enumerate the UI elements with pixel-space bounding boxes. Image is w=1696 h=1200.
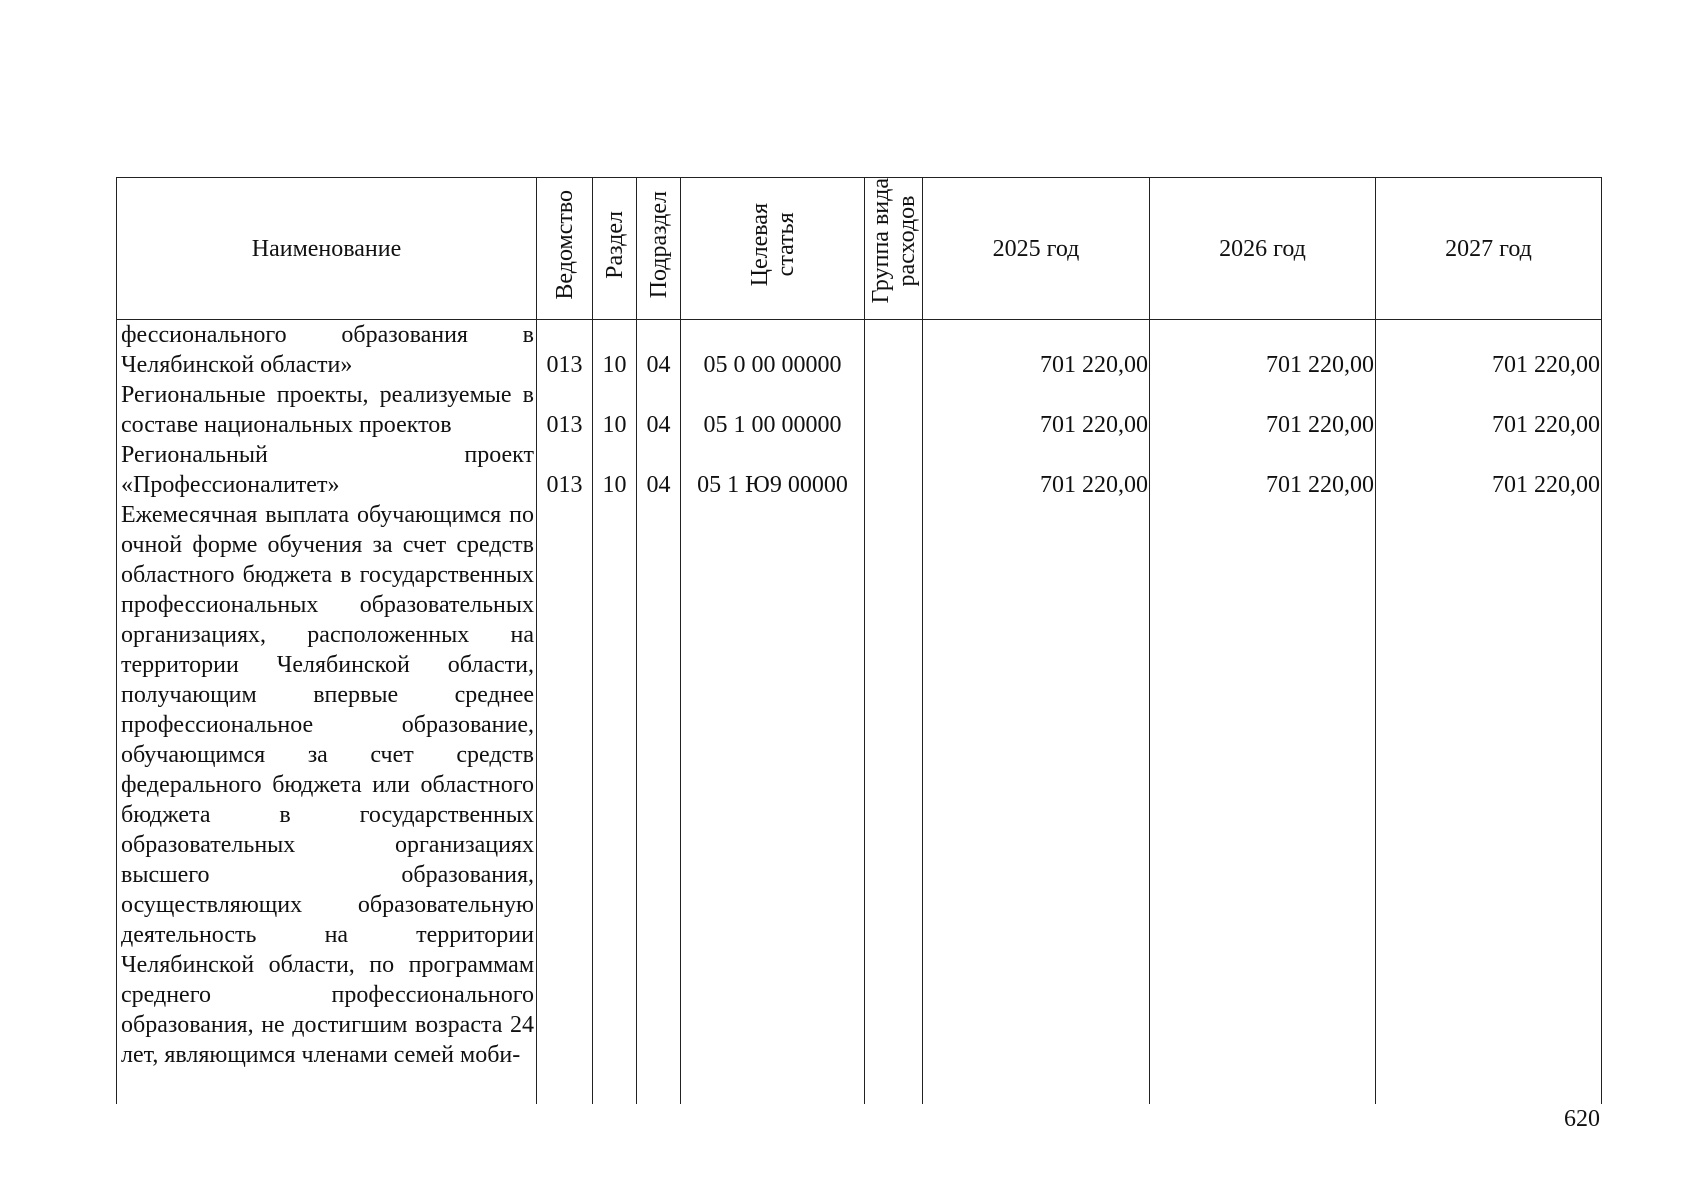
row-target-article: 05 0 00 00000 [681,320,865,381]
header-year-2026: 2026 год [1150,178,1376,320]
row-target-article: 05 1 00 00000 [681,380,865,440]
header-section-label: Раздел [601,210,628,279]
header-target-article [681,178,865,320]
row-value-2025: 701 220,00 [923,320,1150,381]
row-subsection: 04 [637,440,681,500]
row-expense-group [865,320,923,381]
row-value-2025: 701 220,00 [923,380,1150,440]
row-value-2027 [1376,500,1602,1104]
row-department: 013 [537,380,593,440]
row-value-2025: 701 220,00 [923,440,1150,500]
row-value-2026: 701 220,00 [1150,320,1376,381]
row-subsection: 04 [637,380,681,440]
header-year-2027: 2027 год [1376,178,1602,320]
budget-table [116,177,1602,1104]
row-value-2027: 701 220,00 [1376,320,1602,381]
table-header-row [117,178,1602,320]
row-value-2026 [1150,500,1376,1104]
row-name: Региональный проект «Профессионалитет» [117,440,537,500]
row-section: 10 [593,380,637,440]
table-row [117,440,1602,500]
header-department-label: Ведомство [551,189,578,300]
row-department [537,500,593,1104]
row-value-2027: 701 220,00 [1376,380,1602,440]
header-expense-group-line1: Группа вида [867,178,894,304]
row-subsection: 04 [637,320,681,381]
table-row [117,380,1602,440]
header-name: Наименование [117,178,537,320]
row-department: 013 [537,320,593,381]
page-number: 620 [1564,1106,1600,1132]
row-name: Ежемесячная выплата обучающимся по очной форме обучения за счет средств областного бюджета в государственных профессиональных образовательных организациях, расположенных на территории Челябинской области, получающим впервые среднее профессиональное образование, обучающимся за счет средств федерального бюджета или областного бюджета в государственных образовательных организациях высшего образования, осуществляющих образовательную деятельность на территории Челябинской области, по программам среднего профессионального образования, не достигшим возраста 24 лет, являющимся членами семей моби- [117,500,537,1104]
row-value-2026: 701 220,00 [1150,440,1376,500]
row-department: 013 [537,440,593,500]
row-expense-group [865,380,923,440]
header-section [593,178,637,320]
row-value-2025 [923,500,1150,1104]
table-row [117,500,1602,1104]
row-target-article: 05 1 Ю9 00000 [681,440,865,500]
row-section: 10 [593,320,637,381]
header-target-article-label [747,203,799,286]
header-target-article-line2: статья [772,212,799,277]
row-value-2026: 701 220,00 [1150,380,1376,440]
row-subsection [637,500,681,1104]
header-target-article-line1: Целевая [746,202,773,287]
header-expense-group-line2: расходов [893,195,920,287]
header-department [537,178,593,320]
row-value-2027: 701 220,00 [1376,440,1602,500]
row-name: фессионального образования в Челябинской области» [117,320,537,381]
header-subsection-label: Подраздел [645,190,672,299]
row-expense-group [865,500,923,1104]
row-section [593,500,637,1104]
row-expense-group [865,440,923,500]
table-row [117,320,1602,381]
row-section: 10 [593,440,637,500]
header-subsection [637,178,681,320]
header-expense-group [865,178,923,320]
row-name: Региональные проекты, реализуемые в составе национальных проектов [117,380,537,440]
header-expense-group-label [868,178,920,303]
header-year-2025: 2025 год [923,178,1150,320]
row-target-article [681,500,865,1104]
